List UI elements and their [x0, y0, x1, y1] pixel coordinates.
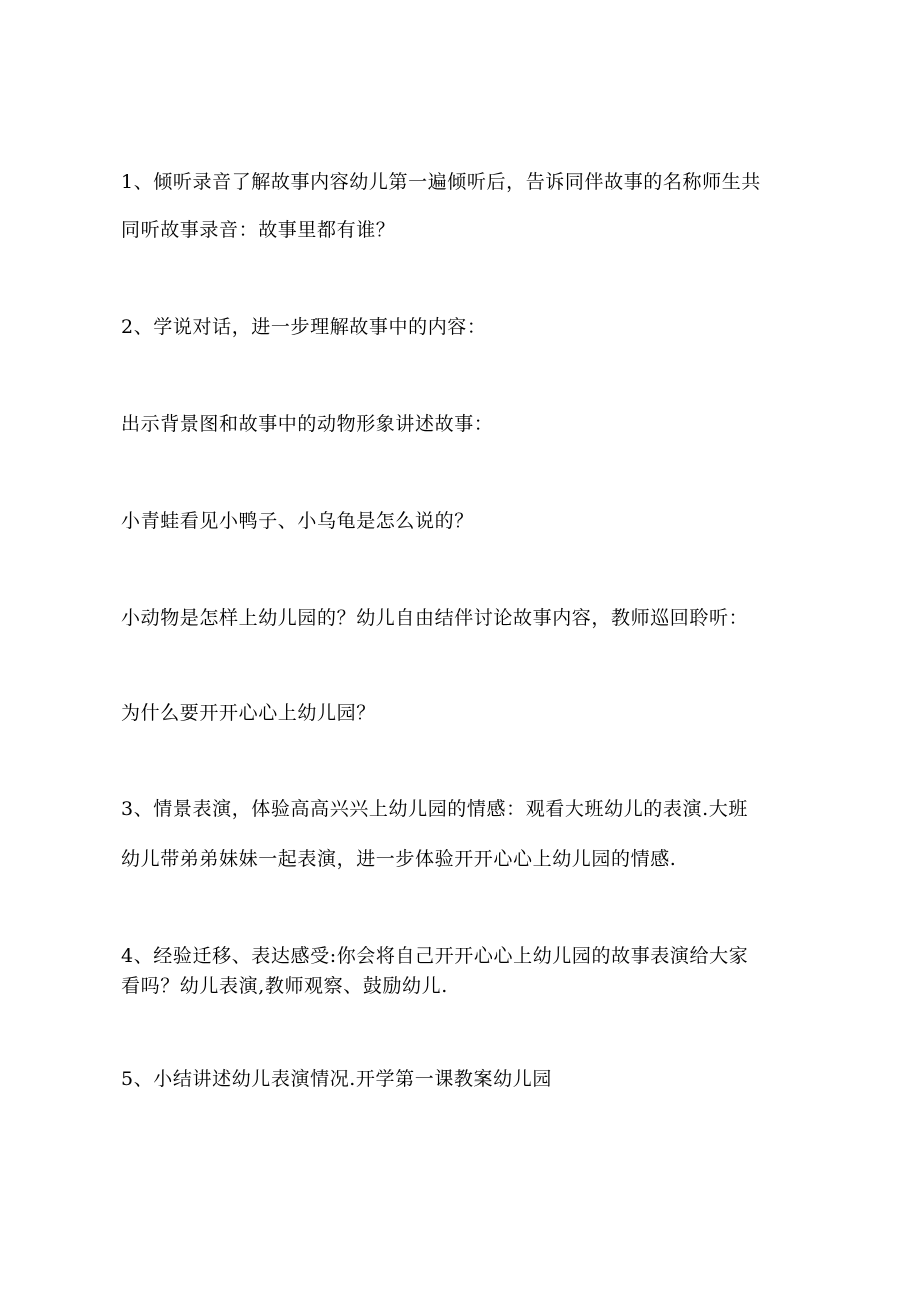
paragraph-1-line-2: 同听故事录音：故事里都有谁？	[121, 219, 396, 241]
paragraph-2-line-1: 2、学说对话，进一步理解故事中的内容：	[121, 316, 487, 338]
paragraph-9-line-1: 5、小结讲述幼儿表演情况.开学第一课教案幼儿园	[121, 1068, 552, 1090]
paragraph-4-line-1: 小青蛙看见小鸭子、小乌龟是怎么说的？	[121, 510, 474, 532]
paragraph-1-line-1: 1、倾听录音了解故事内容幼儿第一遍倾听后，告诉同伴故事的名称师生共	[121, 171, 761, 193]
paragraph-8-line-2: 看吗？幼儿表演,教师观察、鼓励幼儿.	[121, 975, 448, 997]
paragraph-7-line-1: 3、情景表演，体验高高兴兴上幼儿园的情感：观看大班幼儿的表演.大班	[121, 798, 748, 820]
paragraph-8-line-1: 4、经验迁移、表达感受:你会将自己开开心心上幼儿园的故事表演给大家	[121, 945, 749, 967]
paragraph-7-line-2: 幼儿带弟弟妹妹一起表演，进一步体验开开心心上幼儿园的情感.	[121, 848, 677, 870]
paragraph-6-line-1: 为什么要开开心心上幼儿园？	[121, 702, 376, 724]
paragraph-5-line-1: 小动物是怎样上幼儿园的？幼儿自由结伴讨论故事内容，教师巡回聆听：	[121, 607, 749, 629]
paragraph-3-line-1: 出示背景图和故事中的动物形象讲述故事：	[121, 413, 494, 435]
